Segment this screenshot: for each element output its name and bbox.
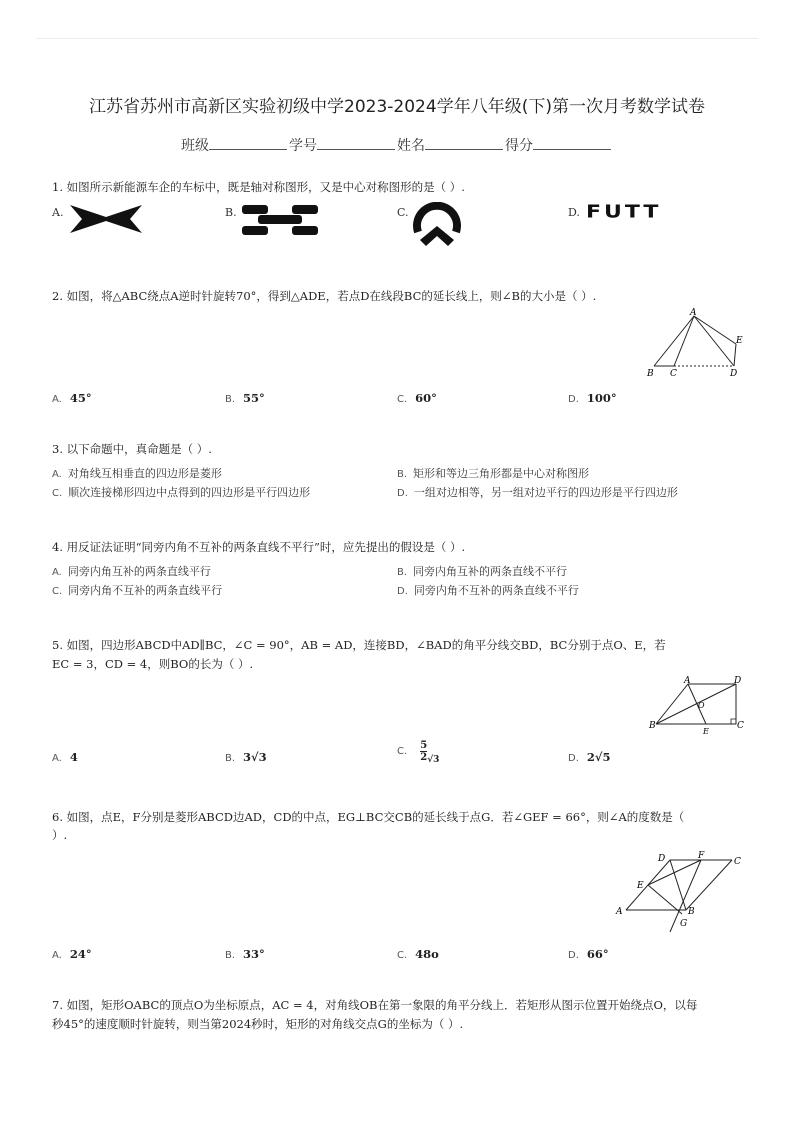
q5-option-d[interactable]: D. 2√5 <box>568 750 611 764</box>
q4-option-b[interactable]: B. 同旁内角互补的两条直线不平行 <box>397 565 568 578</box>
student-info-line <box>0 135 794 155</box>
segmented-logo-icon <box>240 203 320 237</box>
q6-rhombus-figure <box>614 848 746 934</box>
question-2-stem: 2. 如图，将△ABC绕点A逆时针旋转70°，得到△ADE，若点D在线段BC的延长线上，则∠B的大小是（ ）. <box>52 289 597 303</box>
question-3-stem: 3. 以下命题中，真命题是（ ）. <box>52 442 212 456</box>
chevron-ring-logo-icon <box>412 202 462 248</box>
q3-option-a[interactable]: A. 对角线互相垂直的四边形是菱形 <box>52 467 222 480</box>
top-divider <box>36 38 758 39</box>
q6-label-f: F <box>698 851 705 861</box>
q5-label-b: B <box>649 721 656 731</box>
futt-logo-icon: FUTT <box>586 202 662 223</box>
q5-quadrilateral-figure <box>646 674 746 736</box>
q2-label-c: C <box>670 369 677 379</box>
q6-label-g: G <box>680 919 688 929</box>
question-5-stem-line-1: 5. 如图，四边形ABCD中AD∥BC，∠C = 90°，AB = AD，连接BD，∠BAD的角平分线交BD，BC分别于点O、E，若 <box>52 638 666 652</box>
question-7-stem-line-1: 7. 如图，矩形OABC的顶点O为坐标原点，AC = 4，对角线OB在第一象限的角平分线上．若矩形从图示位置开始绕点O，以每 <box>52 998 698 1012</box>
q6-option-a[interactable]: A. 24° <box>52 947 92 961</box>
q4-option-c[interactable]: C. 同旁内角不互补的两条直线平行 <box>52 584 223 597</box>
q3-option-c[interactable]: C. 顺次连接梯形四边中点得到的四边形是平行四边形 <box>52 486 311 499</box>
q5-option-c[interactable]: C. $\frac{5}{2}$ $_{√3}$ <box>397 740 440 765</box>
score-label: 得分 <box>505 138 533 154</box>
q6-label-e: E <box>637 881 644 891</box>
q6-label-a: A <box>616 907 623 917</box>
q3-option-b[interactable]: B. 矩形和等边三角形都是中心对称图形 <box>397 467 590 480</box>
name-blank <box>425 137 503 150</box>
q5-option-b[interactable]: B. 3√3 <box>225 750 267 764</box>
q1-option-b-label: B. <box>225 206 237 219</box>
q2-option-d[interactable]: D. 100° <box>568 391 617 405</box>
q2-option-c[interactable]: C. 60° <box>397 391 437 405</box>
q6-option-d[interactable]: D. 66° <box>568 947 609 961</box>
score-blank <box>533 137 611 150</box>
q3-option-d[interactable]: D. 一组对边相等，另一组对边平行的四边形是平行四边形 <box>397 486 678 499</box>
q6-option-c[interactable]: C. 48o <box>397 947 439 961</box>
q2-option-a[interactable]: A. 45° <box>52 391 92 405</box>
q1-option-a-label: A. <box>52 206 64 219</box>
q5-label-o: O <box>698 701 705 710</box>
q2-label-d: D <box>730 369 738 379</box>
id-label: 学号 <box>289 138 317 154</box>
q5-label-e: E <box>703 727 709 736</box>
q2-triangle-figure <box>642 306 746 380</box>
id-blank <box>317 137 395 150</box>
question-5-stem-line-2: EC = 3，CD = 4，则BO的长为（ ）. <box>52 657 254 671</box>
question-1-stem: 1. 如图所示新能源车企的车标中，既是轴对称图形，又是中心对称图形的是（ ）. <box>52 180 465 194</box>
question-7-stem-line-2: 秒45°的速度顺时针旋转，则当第2024秒时，矩形的对角线交点G的坐标为（ ）. <box>52 1017 464 1031</box>
class-blank <box>209 137 287 150</box>
q6-label-d: D <box>658 854 666 864</box>
q5-c-denominator: 2 <box>420 752 428 763</box>
page-title: 江苏省苏州市高新区实验初级中学2023-2024学年八年级(下)第一次月考数学试卷 <box>89 97 705 117</box>
q6-label-c: C <box>734 857 741 867</box>
class-label: 班级 <box>181 138 209 154</box>
bowtie-logo-icon <box>68 203 144 235</box>
q5-label-a: A <box>684 676 691 686</box>
q2-option-b[interactable]: B. 55° <box>225 391 265 405</box>
q5-option-a[interactable]: A. 4 <box>52 750 78 764</box>
q6-option-b[interactable]: B. 33° <box>225 947 265 961</box>
name-label: 姓名 <box>397 138 425 154</box>
q4-option-d[interactable]: D. 同旁内角不互补的两条直线不平行 <box>397 584 579 597</box>
q5-c-numerator: 5 <box>420 740 428 751</box>
question-6-stem-line-1: 6. 如图，点E，F分别是菱形ABCD边AD，CD的中点，EG⊥BC交CB的延长线于点G．若∠GEF = 66°，则∠A的度数是（ <box>52 810 685 824</box>
q4-option-a[interactable]: A. 同旁内角互补的两条直线平行 <box>52 565 211 578</box>
q1-option-c-label: C. <box>397 206 409 219</box>
q2-label-b: B <box>647 369 654 379</box>
question-4-stem: 4. 用反证法证明“同旁内角不互补的两条直线不平行”时，应先提出的假设是（ ）. <box>52 540 466 554</box>
q5-c-radical: √3 <box>427 755 440 765</box>
q1-option-d-label: D. <box>568 206 580 219</box>
q2-label-e: E <box>736 336 743 346</box>
question-6-stem-line-2: ）. <box>52 828 68 842</box>
q5-label-d: D <box>734 676 742 686</box>
q5-label-c: C <box>737 721 744 731</box>
q6-label-b: B <box>688 907 695 917</box>
q2-label-a: A <box>690 308 697 318</box>
